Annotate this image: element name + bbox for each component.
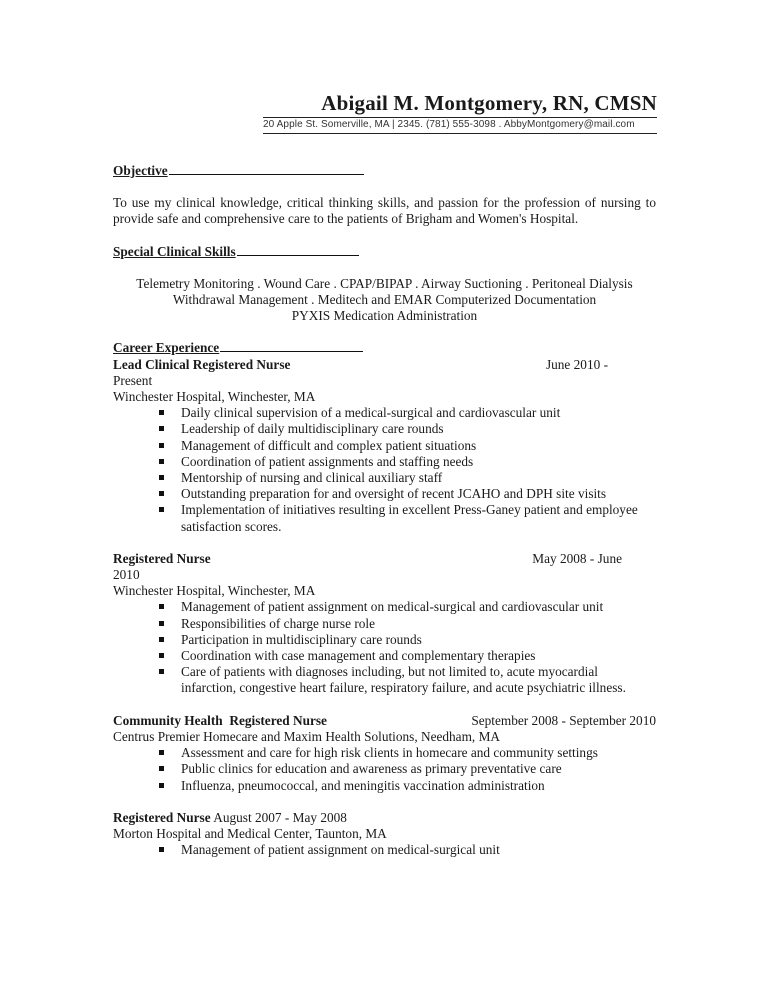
list-item: Mentorship of nursing and clinical auxiliary staff: [181, 470, 656, 486]
job-title: Registered Nurse: [113, 550, 211, 566]
objective-heading: Objective: [113, 163, 656, 179]
experience-heading: Career Experience: [113, 340, 656, 356]
job-dates: September 2008 - September 2010: [471, 712, 656, 728]
job-entry: [113, 713, 656, 794]
job-dates-continued: 2010: [113, 567, 140, 583]
job-dates-continued: Present: [113, 372, 153, 388]
job-title: Registered Nurse: [113, 809, 211, 825]
job-duties: [113, 745, 656, 794]
skills-heading: Special Clinical Skills: [113, 244, 656, 260]
job-dates: May 2008 - June: [532, 550, 622, 566]
list-item: Management of patient assignment on medical-surgical unit: [181, 842, 656, 858]
list-item: Leadership of daily multidisciplinary care rounds: [181, 421, 656, 437]
candidate-name: Abigail M. Montgomery, RN, CMSN: [263, 90, 657, 118]
skills-list: [113, 276, 656, 325]
list-item: Coordination of patient assignments and staffing needs: [181, 454, 656, 470]
list-item: Implementation of initiatives resulting in excellent Press-Ganey patient and employee satisfaction scores.: [181, 502, 656, 534]
list-item: Daily clinical supervision of a medical-surgical and cardiovascular unit: [181, 405, 656, 421]
resume-body: [113, 163, 656, 858]
job-duties: [113, 599, 656, 696]
job-employer: Morton Hospital and Medical Center, Taunton, MA: [113, 825, 387, 841]
list-item: Coordination with case management and complementary therapies: [181, 648, 656, 664]
list-item: Management of difficult and complex patient situations: [181, 438, 656, 454]
resume-header: [263, 90, 657, 134]
list-item: Responsibilities of charge nurse role: [181, 616, 656, 632]
job-dates: August 2007 - May 2008: [213, 809, 347, 825]
job-entry: [113, 551, 656, 697]
job-entry: [113, 810, 656, 859]
job-employer: Centrus Premier Homecare and Maxim Health Solutions, Needham, MA: [113, 728, 500, 744]
job-dates: June 2010 -: [545, 356, 608, 372]
list-item: Assessment and care for high risk clients in homecare and community settings: [181, 745, 656, 761]
job-entry: [113, 357, 656, 535]
skills-line: Withdrawal Management . Meditech and EMAR Computerized Documentation: [172, 292, 597, 308]
job-title: Lead Clinical Registered Nurse: [113, 356, 291, 372]
contact-line: 20 Apple St. Somerville, MA | 2345. (781) 555-3098 . AbbyMontgomery@mail.com: [263, 118, 657, 134]
list-item: Care of patients with diagnoses including, but not limited to, acute myocardial infarction, congestive heart failure, respiratory failure, and acute psychiatric illness.: [181, 664, 656, 696]
list-item: Influenza, pneumococcal, and meningitis vaccination administration: [181, 778, 656, 794]
skills-line: Telemetry Monitoring . Wound Care . CPAP/BIPAP . Airway Suctioning . Peritoneal Dialysis: [136, 275, 633, 291]
list-item: Management of patient assignment on medical-surgical and cardiovascular unit: [181, 599, 656, 615]
skills-line: PYXIS Medication Administration: [291, 308, 478, 324]
job-employer: Winchester Hospital, Winchester, MA: [113, 583, 316, 599]
job-title: Community Health Registered Nurse: [113, 712, 327, 728]
list-item: Public clinics for education and awareness as primary preventative care: [181, 761, 656, 777]
list-item: Outstanding preparation for and oversight of recent JCAHO and DPH site visits: [181, 486, 656, 502]
objective-text: To use my clinical knowledge, critical thinking skills, and passion for the profession of nursing to provide safe and comprehensive care to the patients of Brigham and Women's Hospital.: [113, 195, 656, 227]
job-duties: [113, 405, 656, 535]
list-item: Participation in multidisciplinary care rounds: [181, 632, 656, 648]
job-employer: Winchester Hospital, Winchester, MA: [113, 389, 316, 405]
job-duties: [113, 842, 656, 858]
